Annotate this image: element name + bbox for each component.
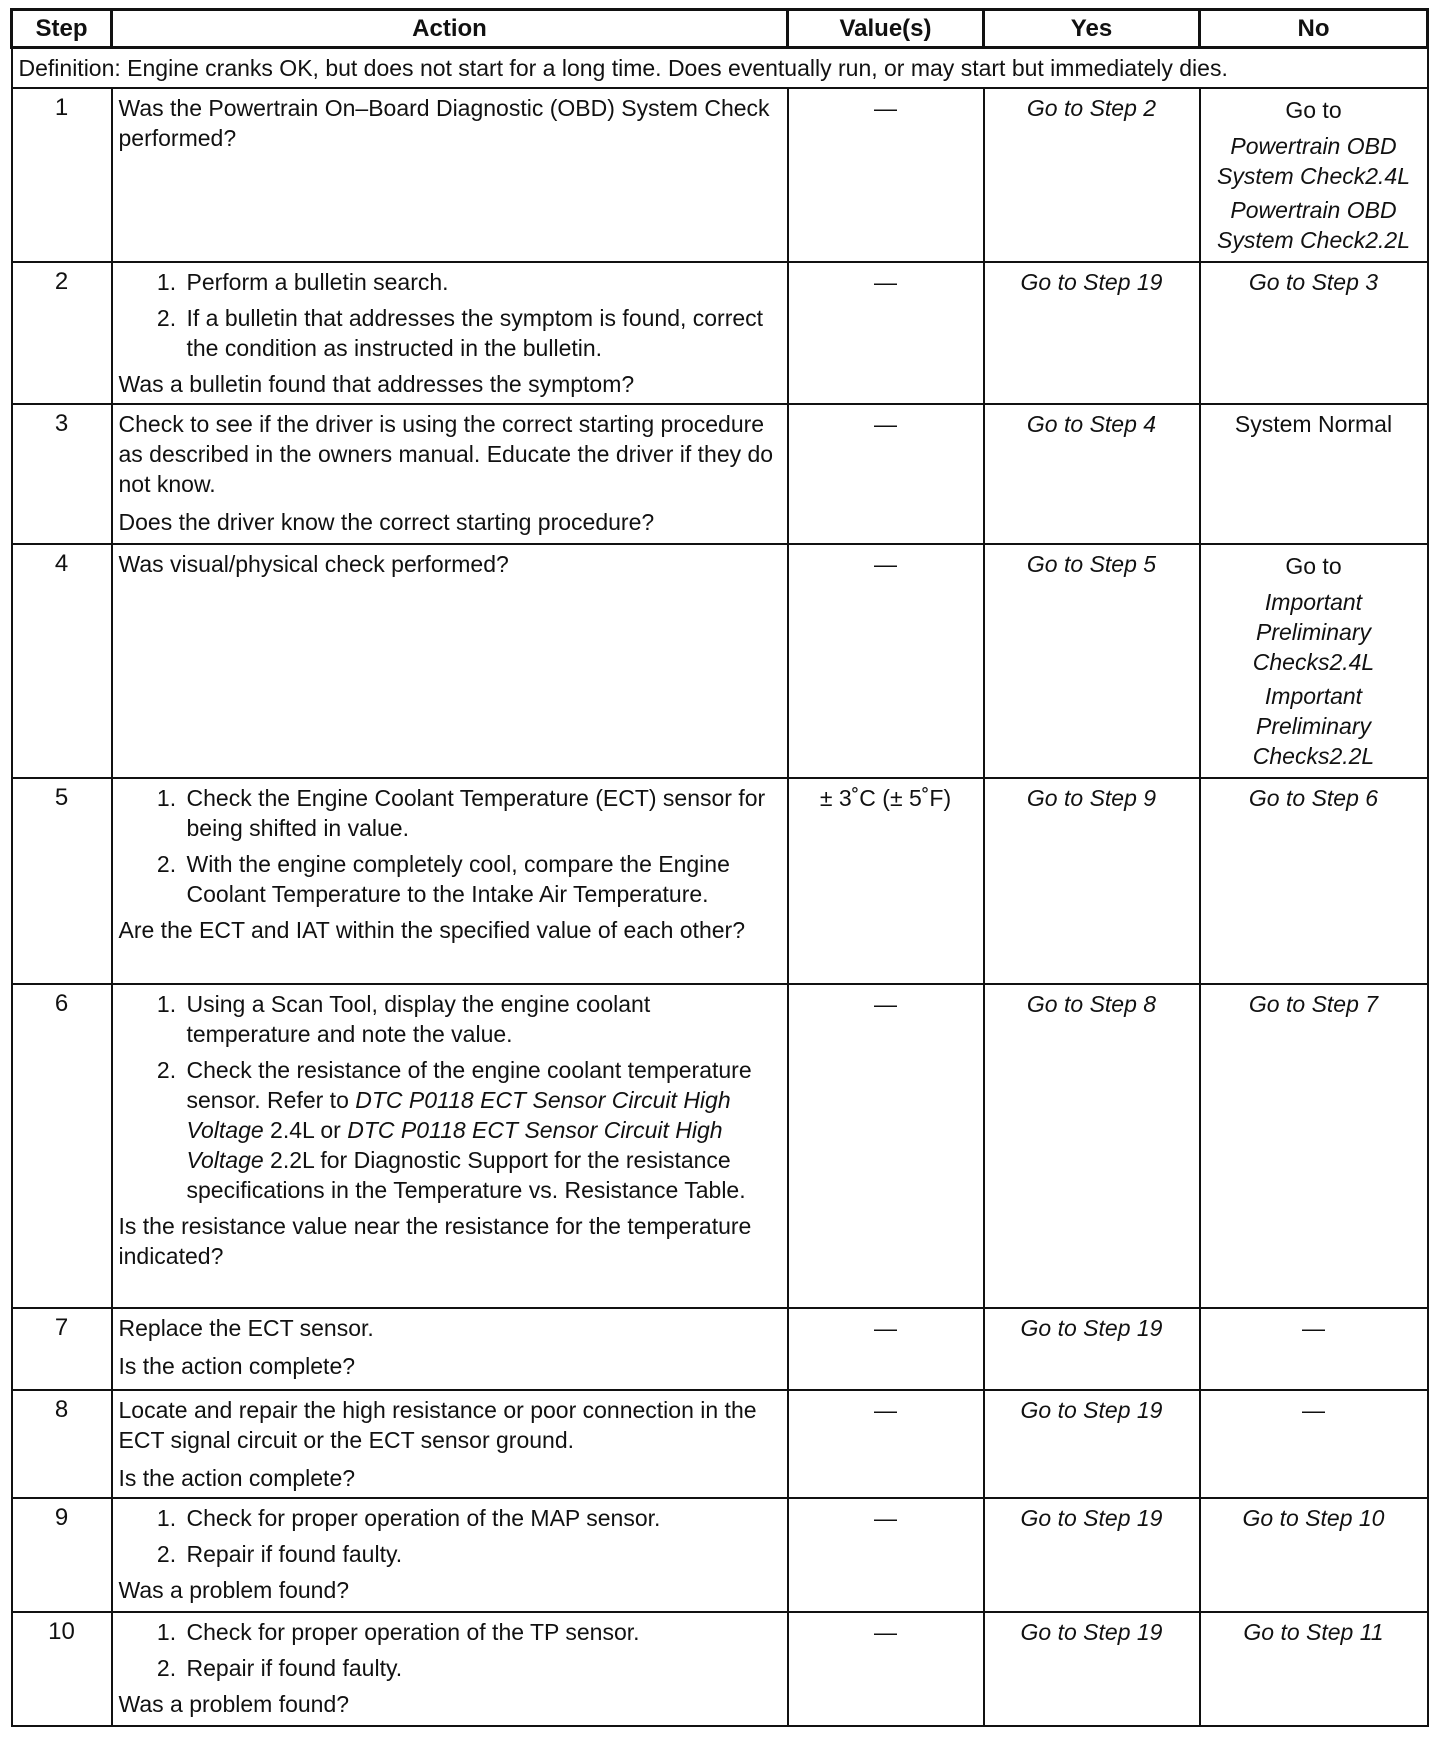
action-item: 2. Repair if found faulty. (183, 1653, 781, 1683)
action-cell (112, 88, 788, 262)
action-item: 2. With the engine completely cool, compare the Engine Coolant Temperature to the Intake Air Temperature. (183, 849, 781, 909)
header-yes: Yes (984, 10, 1200, 48)
action-text: Locate and repair the high resistance or poor connection in the ECT signal circuit or the ECT sensor ground. (118, 1397, 757, 1453)
action-question: Does the driver know the correct starting procedure? (118, 509, 655, 535)
action-question: Is the action complete? (118, 1353, 356, 1379)
action-text: Check to see if the driver is using the correct starting procedure as described in the owners manual. Educate the driver if they do not know. (118, 411, 774, 497)
action-question: Are the ECT and IAT within the specified value of each other? (118, 917, 745, 943)
table-row (12, 778, 1428, 984)
no-link[interactable]: Powertrain OBD System Check2.2L (1216, 197, 1411, 253)
action-cell (112, 984, 788, 1308)
action-list (119, 783, 781, 909)
dtc-reference-link[interactable]: DTC P0118 ECT Sensor Circuit High Voltage (186, 1087, 731, 1143)
diagnostic-page (10, 8, 1426, 1727)
table-row (12, 262, 1428, 404)
action-question: Was a problem found? (118, 1577, 350, 1603)
action-cell (112, 544, 788, 778)
value-cell: — (788, 1390, 984, 1498)
action-cell (112, 404, 788, 544)
value-cell: — (788, 262, 984, 404)
no-link[interactable]: Go to Step 10 (1200, 1498, 1428, 1612)
definition-text: Definition: Engine cranks OK, but does not start for a long time. Does eventually run, or may start but immediately dies. (12, 48, 1428, 89)
value-cell: ± 3˚C (± 5˚F) (788, 778, 984, 984)
action-question: Is the action complete? (118, 1465, 356, 1491)
action-list (119, 1617, 781, 1683)
table-row (12, 1390, 1428, 1498)
no-goto-label: Go to (1285, 97, 1342, 123)
yes-link[interactable]: Go to Step 4 (984, 404, 1200, 544)
action-cell (112, 1308, 788, 1390)
no-link[interactable]: Go to Step 11 (1200, 1612, 1428, 1726)
diagnostic-table (10, 8, 1429, 1727)
action-text: Replace the ECT sensor. (118, 1315, 374, 1341)
value-cell: — (788, 984, 984, 1308)
value-cell: — (788, 1612, 984, 1726)
action-question: Was a bulletin found that addresses the symptom? (118, 371, 635, 397)
value-cell: — (788, 544, 984, 778)
value-cell: — (788, 1308, 984, 1390)
action-list (119, 1503, 781, 1569)
yes-link[interactable]: Go to Step 19 (984, 1498, 1200, 1612)
step-number: 1 (12, 88, 112, 262)
action-item: 1. Check for proper operation of the TP sensor. (183, 1617, 781, 1647)
yes-link[interactable]: Go to Step 19 (984, 1612, 1200, 1726)
yes-link[interactable]: Go to Step 19 (984, 1390, 1200, 1498)
value-cell: — (788, 404, 984, 544)
header-row (12, 10, 1428, 48)
step-number: 2 (12, 262, 112, 404)
no-result: System Normal (1200, 404, 1428, 544)
value-cell: — (788, 88, 984, 262)
action-text-part: 2.4L or (263, 1117, 348, 1143)
step-number: 9 (12, 1498, 112, 1612)
step-number: 7 (12, 1308, 112, 1390)
yes-link[interactable]: Go to Step 2 (984, 88, 1200, 262)
yes-link[interactable]: Go to Step 8 (984, 984, 1200, 1308)
action-item: 2. If a bulletin that addresses the symptom is found, correct the condition as instructed in the bulletin. (183, 303, 781, 363)
yes-link[interactable]: Go to Step 5 (984, 544, 1200, 778)
yes-link[interactable]: Go to Step 19 (984, 262, 1200, 404)
value-cell: — (788, 1498, 984, 1612)
header-action: Action (112, 10, 788, 48)
header-step: Step (12, 10, 112, 48)
action-item: 1. Using a Scan Tool, display the engine coolant temperature and note the value. (183, 989, 781, 1049)
yes-link[interactable]: Go to Step 9 (984, 778, 1200, 984)
no-link[interactable]: Go to Step 6 (1200, 778, 1428, 984)
step-number: 5 (12, 778, 112, 984)
step-number: 6 (12, 984, 112, 1308)
action-item: 1. Check the Engine Coolant Temperature (ECT) sensor for being shifted in value. (183, 783, 781, 843)
action-cell (112, 1612, 788, 1726)
no-link[interactable]: Powertrain OBD System Check2.4L (1216, 133, 1411, 189)
no-result: — (1200, 1390, 1428, 1498)
action-cell (112, 1498, 788, 1612)
table-row (12, 984, 1428, 1308)
no-link[interactable]: Important Preliminary Checks2.2L (1252, 683, 1375, 769)
step-number: 8 (12, 1390, 112, 1498)
definition-row (12, 48, 1428, 89)
table-row (12, 544, 1428, 778)
action-item: 1. Check for proper operation of the MAP sensor. (183, 1503, 781, 1533)
step-number: 4 (12, 544, 112, 778)
action-item (183, 1055, 781, 1205)
table-row (12, 1612, 1428, 1726)
header-values: Value(s) (788, 10, 984, 48)
header-no: No (1200, 10, 1428, 48)
action-question: Is the resistance value near the resistance for the temperature indicated? (118, 1213, 752, 1269)
action-text: Was visual/physical check performed? (118, 551, 509, 577)
action-text-part: Check the resistance of the engine coolant temperature sensor. Refer to (186, 1057, 752, 1113)
no-goto-label: Go to (1285, 553, 1342, 579)
no-cell (1200, 88, 1428, 262)
no-link[interactable]: Go to Step 7 (1200, 984, 1428, 1308)
no-link[interactable]: Important Preliminary Checks2.4L (1252, 589, 1375, 675)
action-question: Was a problem found? (118, 1691, 350, 1717)
no-result: — (1200, 1308, 1428, 1390)
action-list (119, 267, 781, 363)
action-cell (112, 778, 788, 984)
action-list (119, 989, 781, 1205)
action-item: 2. Repair if found faulty. (183, 1539, 781, 1569)
table-row (12, 88, 1428, 262)
action-text: Was the Powertrain On–Board Diagnostic (OBD) System Check performed? (118, 95, 770, 151)
step-number: 10 (12, 1612, 112, 1726)
no-link[interactable]: Go to Step 3 (1200, 262, 1428, 404)
table-row (12, 404, 1428, 544)
yes-link[interactable]: Go to Step 19 (984, 1308, 1200, 1390)
table-row (12, 1308, 1428, 1390)
action-cell (112, 1390, 788, 1498)
action-cell (112, 262, 788, 404)
dtc-reference-link[interactable]: DTC P0118 ECT Sensor Circuit High Voltage (186, 1117, 723, 1173)
no-cell (1200, 544, 1428, 778)
step-number: 3 (12, 404, 112, 544)
table-row (12, 1498, 1428, 1612)
action-text-part: 2.2L for Diagnostic Support for the resistance specifications in the Temperature vs. Resistance Table. (186, 1147, 746, 1203)
action-item: 1. Perform a bulletin search. (183, 267, 781, 297)
